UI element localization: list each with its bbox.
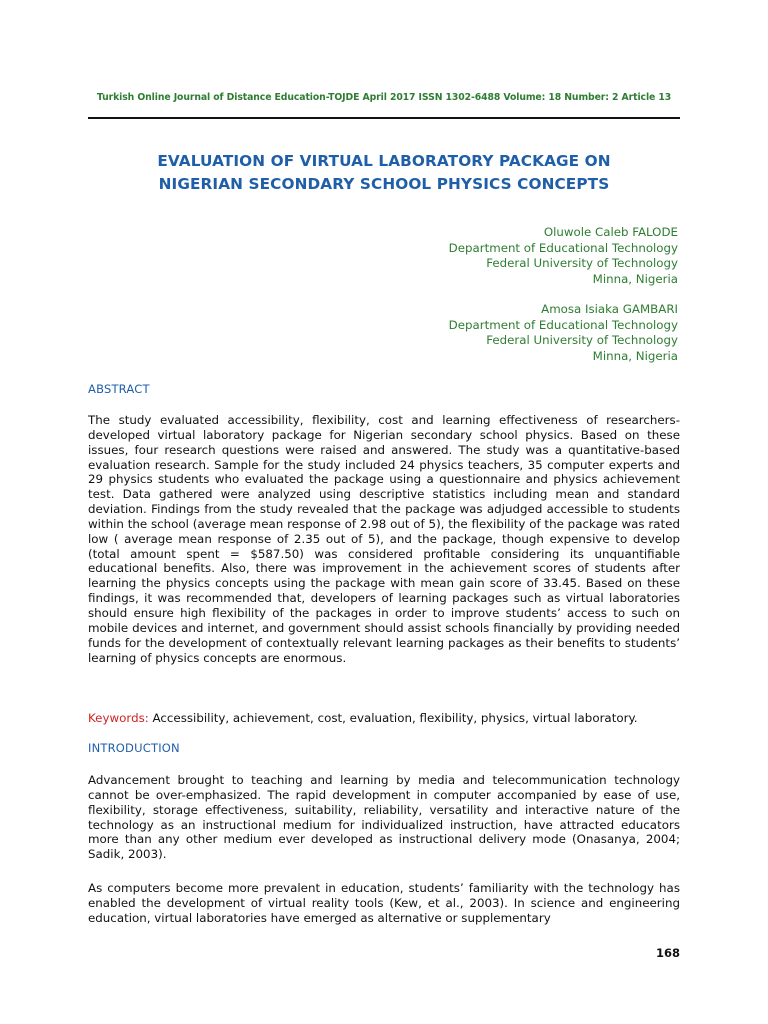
keywords-label: Keywords: [88,711,149,725]
author-location: Minna, Nigeria [592,271,678,286]
abstract-heading: ABSTRACT [88,382,150,396]
intro-paragraph-1: Advancement brought to teaching and learning by media and telecommunication technology cannot be over-emphasized. The rapid development in computer accompanied by ease of use, flexibility, storage effectiveness, suitability, reliability, versatility and interactive nature of the technology as an instructional medium for individualized instruction, have attracted educators more than any other medium ever developed as instructional delivery mode (Onasanya, 2004; Sadik, 2003). [88,773,680,862]
paper-title [88,150,680,196]
author-location: Minna, Nigeria [592,348,678,363]
author-institution: Federal University of Technology [486,256,678,270]
author-department: Department of Educational Technology [448,240,678,255]
keywords-line [88,711,680,726]
author-name: Oluwole Caleb FALODE [543,225,678,239]
author-block [330,302,678,364]
author-institution: Federal University of Technology [486,333,678,347]
abstract-text: The study evaluated accessibility, flexibility, cost and learning effectiveness of researchers-developed virtual laboratory package for Nigerian secondary school physics. Based on these issues, four research questions were raised and answered. The study was a quantitative-based evaluation research. Sample for the study included 24 physics teachers, 35 computer experts and 29 physics students who evaluated the package using a questionnaire and physics achievement test. Data gathered were analyzed using descriptive statistics including mean and standard deviation. Findings from the study revealed that the package was adjudged accessible to students within the school (average mean response of 2.98 out of 5), the flexibility of the package was rated low ( average mean response of 2.35 out of 5), and the package, though expensive to develop (total amount spent = $587.50) was considered profitable considering its unquantifiable educational benefits. Also, there was improvement in the achievement scores of students after learning the physics concepts using the package with mean gain score of 33.45. Based on these findings, it was recommended that, developers of learning packages such as virtual laboratories should ensure high flexibility of the packages in order to improve students’ access to such on mobile devices and internet, and government should assist schools financially by providing needed funds for the development of contextually relevant learning packages as their benefits to students’ learning of physics concepts are enormous. [88,413,680,665]
header-divider [88,117,680,119]
author-department: Department of Educational Technology [448,317,678,332]
author-name: Amosa Isiaka GAMBARI [541,302,678,316]
title-line-2: NIGERIAN SECONDARY SCHOOL PHYSICS CONCEPTS [158,175,610,193]
page-number: 168 [655,946,680,960]
journal-header: Turkish Online Journal of Distance Education-TOJDE April 2017 ISSN 1302-6488 Volume: 18 Number: 2 Article 13 [96,92,672,103]
keywords-text: Accessibility, achievement, cost, evaluation, flexibility, physics, virtual laboratory. [152,711,638,725]
introduction-heading: INTRODUCTION [88,741,180,755]
intro-paragraph-2: As computers become more prevalent in education, students’ familiarity with the technology has enabled the development of virtual reality tools (Kew, et al., 2003). In science and engineering education, virtual laboratories have emerged as alternative or supplementary [88,881,680,925]
title-line-1: EVALUATION OF VIRTUAL LABORATORY PACKAGE ON [157,152,611,170]
author-block [330,225,678,287]
author-list [330,225,678,379]
